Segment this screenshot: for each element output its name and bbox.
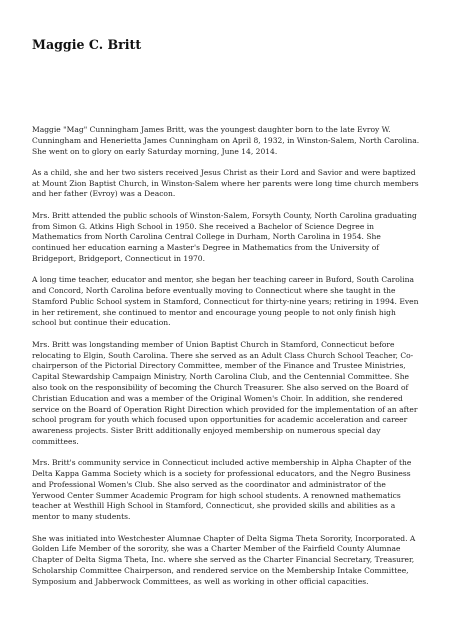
paragraph-community-service: Mrs. Britt's community service in Connecticut included active membership in Alpha Chapter of the Delta Kappa Gamma Society which is a society for professional educators, and the Negro Business and Professional Women's Club. She also served as the coordinator and administrator of the Yerwood Center Summer Academic Program for high school students. A renowned mathematics teacher at Westhill High School in Stamford, Connecticut, she provided skills and abilities as a mentor to many students.: [32, 458, 412, 522]
paragraph-birth: Maggie "Mag" Cunningham James Britt, was the youngest daughter born to the late Evroy W. Cunningham and Henerietta James Cunningham on April 8, 1932, in Winston-Salem, North Carolina. She went on to glory on early Saturday morning, June 14, 2014.: [32, 125, 420, 156]
paragraph-church-service: Mrs. Britt was longstanding member of Union Baptist Church in Stamford, Connecticut before relocating to Elgin, South Carolina. There she served as an Adult Class Church School Teacher, Co-chairperson of the Pictorial Directory Committee, member of the Finance and Trustee Ministries, Capital Stewardship Campaign Ministry, North Carolina Club, and the Centennial Committee. She also took on the responsibility of becoming the Church Treasurer. She also served on the Board of Christian Education and was a member of the Original Women's Choir. In addition, she rendered service on the Board of Operation Right Direction which provided for the implementation of an after school program for youth which focused upon opportunities for academic acceleration and career awareness projects. Sister Britt additionally enjoyed membership on numerous special day committees.: [32, 339, 418, 446]
paragraph-education: Mrs. Britt attended the public schools of Winston-Salem, Forsyth County, North Carolina graduating from Simon G. Atkins High School in 1950. She received a Bachelor of Science Degree in Mathematics from North Carolina Central College in Durham, North Carolina in 1954. She continued her education earning a Master's Degree in Mathematics from the University of Bridgeport, Bridgeport, Connecticut in 1970.: [32, 210, 417, 263]
paragraph-sorority: She was initiated into Westchester Alumnae Chapter of Delta Sigma Theta Sorority, Incorporated. A Golden Life Member of the sorority, she was a Charter Member of the Fairfield County Alumnae Chapter of Delta Sigma Theta, Inc. where she served as the Charter Financial Secretary, Treasurer, Scholarship Committee Chairperson, and rendered service on the Membership Intake Committee, Symposium and Jabberwock Committees, as well as working in other official capacities.: [32, 533, 416, 586]
document-body: [32, 125, 421, 587]
paragraph-childhood: As a child, she and her two sisters received Jesus Christ as their Lord and Savior and were baptized at Mount Zion Baptist Church, in Winston-Salem where her parents were long time church members and her father (Evroy) was a Deacon.: [32, 167, 419, 199]
document-title: Maggie C. Britt: [32, 37, 142, 52]
paragraph-teaching-career: A long time teacher, educator and mentor, she began her teaching career in Buford, South Carolina and Concord, North Carolina before eventually moving to Connecticut where she taught in the Stamford Public School system in Stamford, Connecticut for thirty-nine years; retiring in 1994. Even in her retirement, she continued to mentor and encourage young people to not only finish high school but continue their education.: [32, 275, 419, 328]
